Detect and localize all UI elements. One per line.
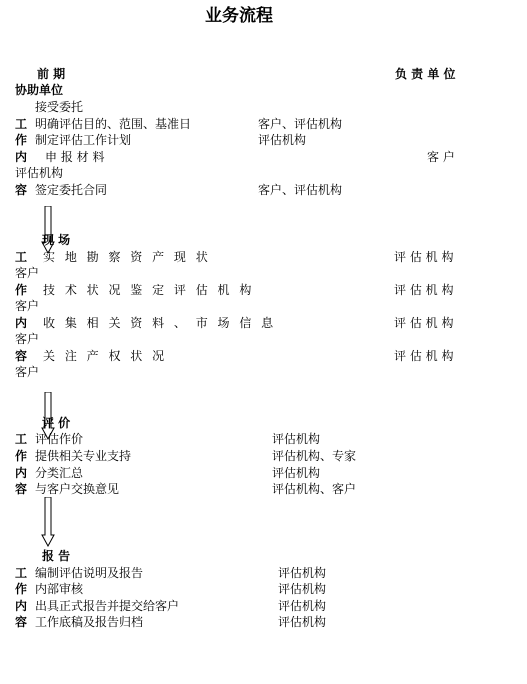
- side-label-rong: 容: [15, 482, 28, 496]
- down-arrow-icon: [41, 497, 55, 547]
- side-label-zuo: 作: [15, 133, 28, 147]
- unit-sign-contract: 客户、评估机构: [258, 183, 343, 197]
- side-label-rong: 容: [15, 615, 28, 629]
- task-expert-support: 提供相关专业支持: [35, 449, 132, 463]
- side-label-zuo: 作: [15, 582, 28, 596]
- task-collect-info: 收 集 相 关 资 料 、 市 场 信 息: [43, 316, 277, 330]
- assist-collect-info: 客户: [15, 332, 40, 346]
- unit-property-rights: 评 估 机 构: [394, 349, 454, 363]
- side-label-gong: 工: [15, 432, 28, 446]
- unit-declare-materials: 客 户: [427, 150, 455, 164]
- side-label-gong: 工: [15, 117, 28, 131]
- task-exchange-opinions: 与客户交换意见: [35, 482, 120, 496]
- side-label-nei: 内: [15, 599, 28, 613]
- unit-expert-support: 评估机构、专家: [272, 449, 357, 463]
- unit-define-purpose: 客户、评估机构: [258, 117, 343, 131]
- side-label-zuo: 作: [15, 283, 28, 297]
- task-define-purpose: 明确评估目的、范围、基准日: [35, 117, 192, 131]
- responsible-unit-heading: 负 责 单 位: [395, 67, 456, 81]
- task-valuation: 评估作价: [35, 432, 84, 446]
- assist-property-rights: 客户: [15, 365, 40, 379]
- unit-work-plan: 评估机构: [258, 133, 307, 147]
- unit-classify-summarize: 评估机构: [272, 466, 321, 480]
- assist-site-survey: 客户: [15, 266, 40, 280]
- stage-heading-preliminary: 前 期: [37, 67, 66, 81]
- side-label-zuo: 作: [15, 449, 28, 463]
- task-classify-summarize: 分类汇总: [35, 466, 84, 480]
- side-label-nei: 内: [15, 150, 28, 164]
- assist-declare-materials: 评估机构: [15, 166, 64, 180]
- page-title: 业务流程: [205, 6, 273, 26]
- side-label-rong: 容: [15, 183, 28, 197]
- side-label-rong: 容: [15, 349, 28, 363]
- task-sign-contract: 签定委托合同: [35, 183, 108, 197]
- side-label-gong: 工: [15, 250, 28, 264]
- task-site-survey: 实 地 勘 察 资 产 现 状: [43, 250, 211, 264]
- task-declare-materials: 申 报 材 料: [45, 150, 105, 164]
- side-label-gong: 工: [15, 566, 28, 580]
- task-issue-report: 出具正式报告并提交给客户: [35, 599, 180, 613]
- unit-collect-info: 评 估 机 构: [394, 316, 454, 330]
- unit-exchange-opinions: 评估机构、客户: [272, 482, 357, 496]
- task-technical-assessment: 技 术 状 况 鉴 定 评 估 机 构: [43, 283, 255, 297]
- task-work-plan: 制定评估工作计划: [35, 133, 132, 147]
- assist-technical-assessment: 客户: [15, 299, 40, 313]
- stage-heading-report: 报 告: [42, 549, 71, 563]
- task-accept-commission: 接受委托: [35, 100, 84, 114]
- task-internal-review: 内部审核: [35, 582, 84, 596]
- unit-valuation: 评估机构: [272, 432, 321, 446]
- side-label-nei: 内: [15, 316, 28, 330]
- task-archive: 工作底稿及报告归档: [35, 615, 144, 629]
- unit-site-survey: 评 估 机 构: [394, 250, 454, 264]
- unit-issue-report: 评估机构: [278, 599, 327, 613]
- task-prepare-report: 编制评估说明及报告: [35, 566, 144, 580]
- stage-heading-onsite: 现 场: [42, 233, 71, 247]
- stage-heading-evaluation: 评 价: [42, 416, 71, 430]
- unit-internal-review: 评估机构: [278, 582, 327, 596]
- side-label-nei: 内: [15, 466, 28, 480]
- assist-unit-heading: 协助单位: [15, 83, 64, 97]
- unit-technical-assessment: 评 估 机 构: [394, 283, 454, 297]
- task-property-rights: 关 注 产 权 状 况: [43, 349, 168, 363]
- unit-prepare-report: 评估机构: [278, 566, 327, 580]
- unit-archive: 评估机构: [278, 615, 327, 629]
